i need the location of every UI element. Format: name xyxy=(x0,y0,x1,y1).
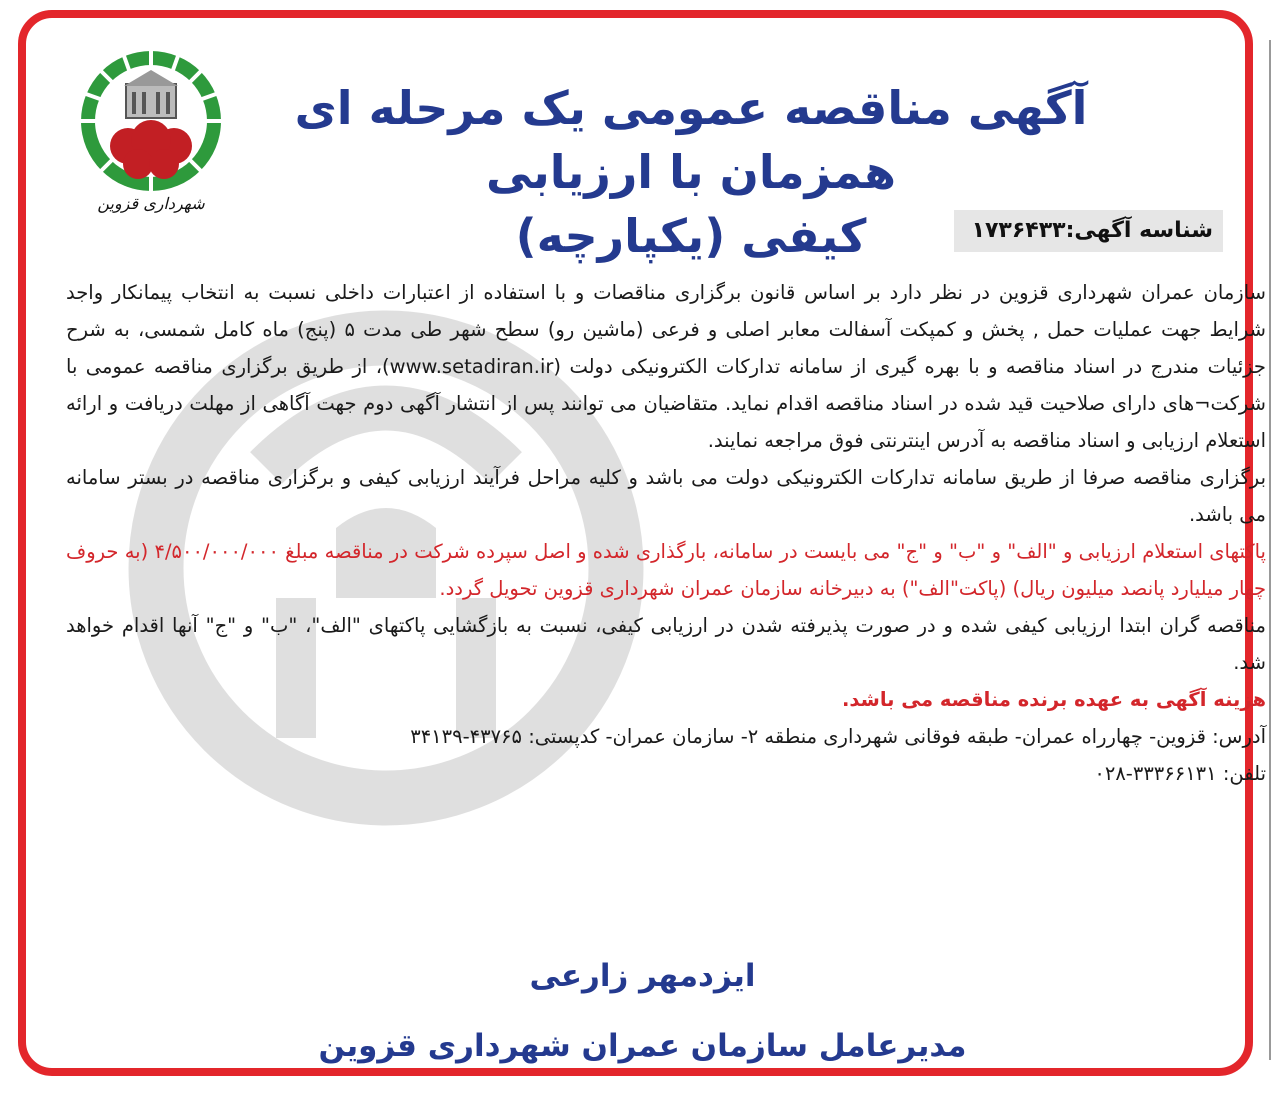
paragraph-cost-note: هزینه آگهی به عهده برنده مناقصه می باشد. xyxy=(841,688,1266,711)
notice-body xyxy=(66,274,1266,792)
phone-line: تلفن: ۳۳۳۶۶۱۳۱-۰۲۸ xyxy=(1094,762,1266,785)
address-line: آدرس: قزوین- چهارراه عمران- طبقه فوقانی شهرداری منطقه ۲- سازمان عمران- کدپستی: ۴۳۷۶۵-۳۴۱۳۹ xyxy=(410,725,1266,748)
ad-id-badge: شناسه آگهی:۱۷۳۶۴۳۳ xyxy=(954,210,1223,252)
page-edge-line xyxy=(1269,40,1271,1060)
logo-caption: شهرداری قزوین xyxy=(97,194,205,213)
title-line-1: آگهی مناقصه عمومی یک مرحله ای همزمان با ارزیابی xyxy=(294,81,1088,199)
notice-frame xyxy=(18,10,1266,1076)
title-line-2: کیفی (یکپارچه) xyxy=(515,209,867,263)
signer-name: ایزدمهر زارعی xyxy=(529,958,756,994)
paragraph-envelopes: پاکتهای استعلام ارزیابی و "الف" و "ب" و "ج" می بایست در سامانه، بارگذاری شده و اصل سپرده شرکت در مناقصه مبلغ ۴/۵۰۰/۰۰۰/۰۰۰ (به حروف چهار میلیارد پانصد میلیون ریال) (پاکت"الف") به دبیرخانه سازمان عمران شهرداری قزوین تحویل گردد. xyxy=(66,540,1266,600)
paragraph-platform: برگزاری مناقصه صرفا از طریق سامانه تدارکات الکترونیکی دولت می باشد و کلیه مراحل فرآیند ارزیابی کیفی و برگزاری مناقصه در بستر سامانه می باشد. xyxy=(66,466,1266,526)
paragraph-intro: سازمان عمران شهرداری قزوین در نظر دارد بر اساس قانون برگزاری مناقصات و با استفاده از اعتبارات داخلی نسبت به انتخاب پیمانکار واجد شرایط جهت عملیات حمل , پخش و کمپکت آسفالت معابر اصلی و فرعی (ماشین رو) سطح شهر طی مدت ۵ (پنج) ماه کامل شمسی، به شرح جزئیات مندرج در اسناد مناقصه و با بهره گیری از سامانه تدارکات الکترونیکی دولت (www.setadiran.ir)، از طریق برگزاری مناقصه عمومی با شرکت¬های دارای صلاحیت قید شده در اسناد مناقصه اقدام نماید. متقاضیان می توانند پس از انتشار آگهی دوم جهت آگاهی از مهلت دریافت و ارائه استعلام ارزیابی و اسناد مناقصه به آدرس اینترنتی فوق مراجعه نمایند. xyxy=(66,281,1266,452)
signer-role: مدیرعامل سازمان عمران شهرداری قزوین xyxy=(318,1028,967,1064)
paragraph-evaluation: مناقصه گران ابتدا ارزیابی کیفی شده و در صورت پذیرفته شدن در ارزیابی کیفی، نسبت به بازگشایی پاکتهای "الف"، "ب" و "ج" آنها اقدام خواهد شد. xyxy=(66,614,1266,674)
